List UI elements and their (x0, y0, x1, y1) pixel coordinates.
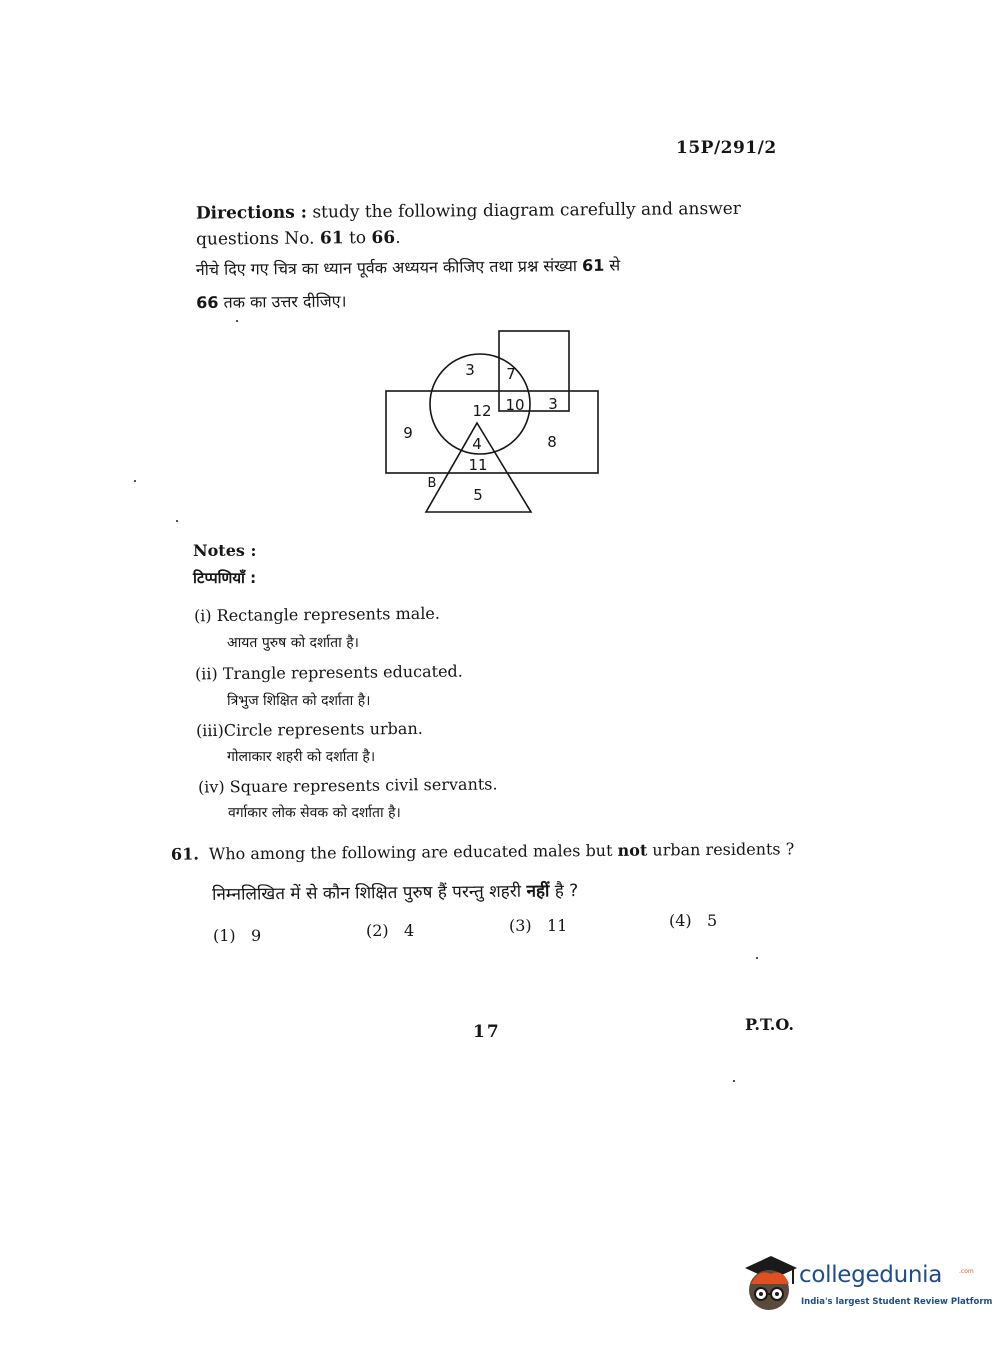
scan-speck (733, 1080, 735, 1082)
region-label: 4 (472, 435, 482, 453)
venn-diagram (380, 325, 605, 520)
note-item-hindi: गोलाकार शहरी को दर्शाता है। (227, 749, 376, 765)
region-label: 12 (472, 402, 492, 420)
region-label: 3 (548, 395, 558, 413)
note-item (194, 604, 440, 626)
option-value: 5 (706, 911, 718, 930)
option-3[interactable] (509, 916, 567, 935)
note-number: (i) (193, 606, 212, 626)
note-text: Circle represents urban. (223, 718, 423, 740)
region-label: 11 (468, 456, 488, 474)
mascot-icon (741, 1250, 797, 1316)
notes-heading: Notes : (193, 541, 257, 560)
note-number: (iii) (195, 720, 224, 741)
rectangle-shape (386, 391, 598, 473)
directions-english (196, 195, 786, 252)
directions-hi-q-end: 66 (196, 292, 219, 313)
directions-hindi (196, 247, 787, 319)
option-2[interactable] (366, 921, 414, 940)
region-label: 9 (403, 424, 413, 442)
note-text: Trangle represents educated. (222, 661, 463, 684)
option-value: 9 (250, 926, 262, 945)
option-1[interactable] (213, 926, 261, 945)
scan-speck (236, 320, 238, 322)
note-number: (iv) (197, 777, 225, 797)
scan-speck (756, 957, 758, 959)
note-item (196, 719, 423, 740)
option-number: (1) (213, 926, 236, 945)
region-label: 10 (505, 396, 525, 414)
option-number: (4) (669, 911, 692, 930)
logo-tagline: India's largest Student Review Platform (801, 1297, 993, 1307)
directions-text-2: to (343, 228, 372, 249)
option-4[interactable] (669, 911, 717, 930)
directions-hi-text-3: तक का उत्तर दीजिए। (218, 291, 347, 312)
option-number: (2) (366, 921, 389, 940)
notes-heading-hindi: टिप्पणियाँ : (193, 569, 257, 587)
note-item-hindi: वर्गाकार लोक सेवक को दर्शाता है। (228, 805, 401, 821)
note-item-hindi: त्रिभुज शिक्षित को दर्शाता है। (227, 693, 371, 709)
question-hi-text-2: है ? (549, 881, 579, 902)
question-text-1: Who among the following are educated males but (208, 840, 618, 864)
question-hi-text-bold: नहीं (526, 881, 550, 902)
paper-code: 15P/291/2 (676, 138, 777, 158)
note-item-hindi: आयत पुरुष को दर्शाता है। (227, 635, 359, 651)
directions-label: Directions : (195, 202, 308, 224)
region-label: 8 (547, 433, 557, 451)
page-number: 17 (473, 1022, 501, 1042)
question-hi-text-1: निम्नलिखित में से कौन शिक्षित पुरुष हैं परन्तु शहरी (211, 881, 527, 905)
question-text-2: urban residents ? (647, 839, 795, 860)
question-text-bold: not (617, 840, 648, 860)
directions-q-start: 61 (319, 228, 344, 249)
note-number: (ii) (194, 664, 218, 684)
scan-speck (176, 520, 178, 522)
directions-hi-text-2: से (604, 255, 621, 275)
note-text: Square represents civil servants. (229, 774, 498, 797)
region-label: 5 (473, 486, 483, 504)
region-label: 7 (506, 365, 516, 383)
logo-text: collegedunia (799, 1262, 943, 1288)
question-number: 61. (170, 844, 199, 864)
logo-suffix: .com (959, 1268, 974, 1275)
question-english (171, 839, 794, 863)
pto-label: P.T.O. (745, 1015, 794, 1034)
region-label: 3 (465, 361, 475, 379)
directions-q-end: 66 (371, 227, 396, 249)
directions-hi-text-1: नीचे दिए गए चित्र का ध्यान पूर्वक अध्ययन कीजिए तथा प्रश्न संख्या (195, 256, 583, 280)
option-number: (3) (509, 916, 532, 935)
note-text: Rectangle represents male. (216, 603, 441, 626)
directions-text-1: study the following diagram carefully and answer questions No. (196, 198, 741, 250)
note-item (195, 662, 463, 684)
option-value: 11 (546, 916, 568, 935)
directions-hi-q-start: 61 (581, 255, 605, 276)
option-value: 4 (403, 921, 415, 940)
collegedunia-logo[interactable] (741, 1250, 993, 1320)
directions-text-3: . (395, 227, 401, 248)
question-hindi (212, 878, 578, 905)
scan-speck (134, 480, 136, 482)
note-item (198, 774, 498, 796)
corner-label: B (427, 476, 437, 491)
